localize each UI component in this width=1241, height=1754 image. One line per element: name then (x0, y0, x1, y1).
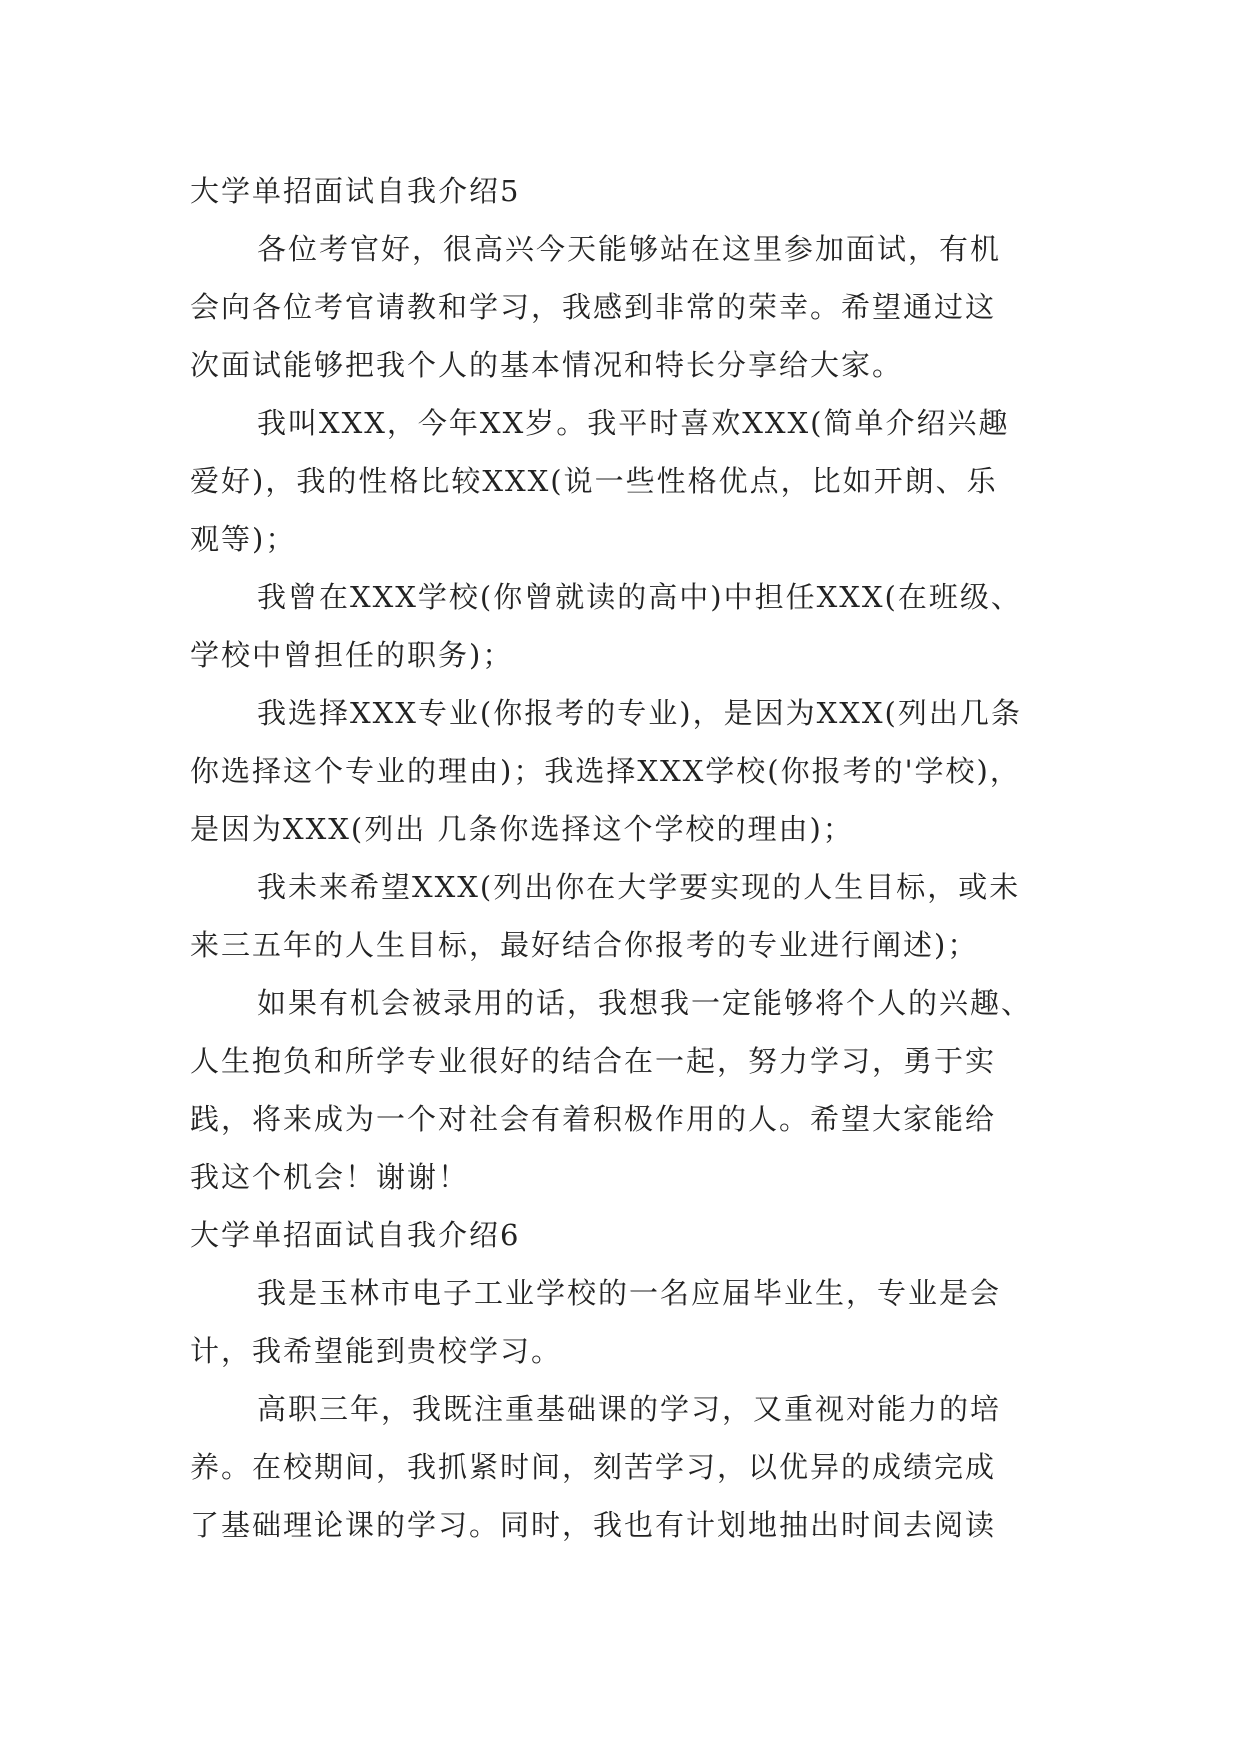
paragraph-line: 我这个机会！谢谢！ (190, 1160, 470, 1194)
paragraph-line: 来三五年的人生目标，最好结合你报考的专业进行阐述)； (190, 928, 979, 962)
section-heading-text: 大学单招面试自我介绍5 (190, 174, 521, 208)
paragraph (190, 858, 1052, 974)
paragraph-line: 人生抱负和所学专业很好的结合在一起，努力学习，勇于实 (190, 1044, 997, 1078)
section-heading-text: 大学单招面试自我介绍6 (190, 1218, 521, 1252)
paragraph (190, 220, 1052, 394)
paragraph (190, 684, 1052, 858)
paragraph-line: 践，将来成为一个对社会有着积极作用的人。希望大家能给 (190, 1102, 997, 1136)
paragraph-line: 我是玉林市电子工业学校的一名应届毕业生，专业是会 (257, 1276, 1002, 1310)
section-heading (190, 1206, 1052, 1264)
paragraph-line: 次面试能够把我个人的基本情况和特长分享给大家。 (190, 348, 904, 382)
paragraph-line: 了基础理论课的学习。同时，我也有计划地抽出时间去阅读 (190, 1508, 997, 1542)
paragraph-line: 计，我希望能到贵校学习。 (190, 1334, 563, 1368)
paragraph (190, 1380, 1052, 1554)
paragraph-line: 我未来希望XXX(列出你在大学要实现的人生目标，或未 (257, 870, 1021, 904)
paragraph (190, 568, 1052, 684)
paragraph-line: 我曾在XXX学校(你曾就读的高中)中担任XXX(在班级、 (257, 580, 1022, 614)
paragraph-line: 爱好)，我的性格比较XXX(说一些性格优点，比如开朗、乐 (190, 464, 998, 498)
paragraph-line: 各位考官好，很高兴今天能够站在这里参加面试，有机 (257, 232, 1002, 266)
paragraph-line: 我叫XXX，今年XX岁。我平时喜欢XXX(简单介绍兴趣 (257, 406, 1010, 440)
paragraph-line: 会向各位考官请教和学习，我感到非常的荣幸。希望通过这 (190, 290, 997, 324)
paragraph (190, 974, 1052, 1206)
paragraph-line: 学校中曾担任的职务)； (190, 638, 514, 672)
paragraph-line: 是因为XXX(列出 几条你选择这个学校的理由)； (190, 812, 854, 846)
section-heading (190, 162, 1052, 220)
document-body (190, 162, 1052, 1554)
paragraph (190, 1264, 1052, 1380)
paragraph-line: 养。在校期间，我抓紧时间，刻苦学习，以优异的成绩完成 (190, 1450, 997, 1484)
paragraph (190, 394, 1052, 568)
paragraph-line: 观等)； (190, 522, 297, 556)
paragraph-line: 高职三年，我既注重基础课的学习，又重视对能力的培 (257, 1392, 1002, 1426)
paragraph-line: 如果有机会被录用的话，我想我一定能够将个人的兴趣、 (257, 986, 1033, 1020)
paragraph-line: 我选择XXX专业(你报考的专业)，是因为XXX(列出几条 (257, 696, 1022, 730)
paragraph-line: 你选择这个专业的理由)；我选择XXX学校(你报考的'学校)， (190, 754, 1021, 788)
